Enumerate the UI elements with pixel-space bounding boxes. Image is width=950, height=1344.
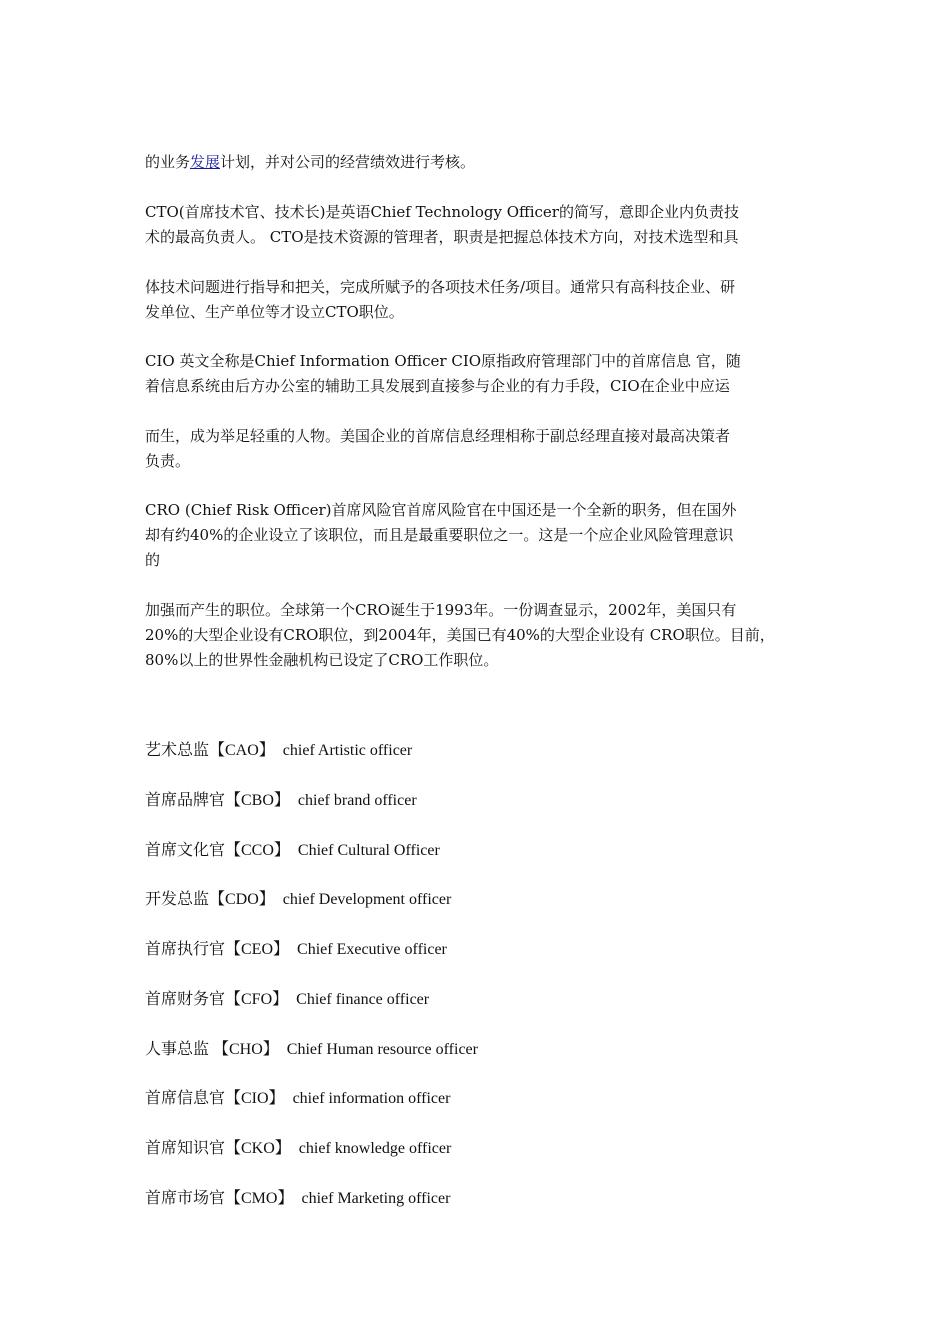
text-line: 80%以上的世界性金融机构已设定了CRO工作职位。: [145, 651, 499, 669]
text-line: CIO 英文全称是Chief Information Officer CIO原指政府管理部门中的首席信息 官，随: [145, 352, 741, 370]
title-chinese: 艺术总监【CAO】: [145, 742, 275, 759]
text-line: 而生，成为举足轻重的人物。美国企业的首席信息经理相称于副总经理直接对最高决策者: [145, 427, 731, 445]
title-row-cbo: [145, 790, 417, 812]
text-line: 术的最高负责人。 CTO是技术资源的管理者，职责是把握总体技术方向，对技术选型和具: [145, 228, 739, 246]
title-row-cao: [145, 740, 412, 762]
paragraph-cro-continued: [145, 598, 810, 673]
title-chinese: 首席文化官【CCO】: [145, 842, 290, 859]
title-chinese: 首席信息官【CIO】: [145, 1090, 285, 1107]
text-line: 却有约40%的企业设立了该职位，而且是最重要职位之一。这是一个应企业风险管理意识: [145, 526, 734, 544]
paragraph-business-plan: [145, 150, 810, 175]
paragraph-cto: [145, 200, 810, 250]
title-chinese: 首席品牌官【CBO】: [145, 792, 290, 809]
title-chinese: 首席知识官【CKO】: [145, 1140, 291, 1157]
title-english: chief Marketing officer: [301, 1190, 451, 1207]
title-chinese: 开发总监【CDO】: [145, 891, 275, 908]
development-link[interactable]: 发展: [190, 153, 221, 171]
paragraph-cro: [145, 498, 810, 573]
text-line: 的: [145, 551, 161, 569]
title-row-cio: [145, 1088, 450, 1110]
title-row-cmo: [145, 1188, 450, 1210]
paragraph-cto-continued: [145, 275, 810, 325]
title-english: Chief Executive officer: [297, 941, 447, 958]
text-line: 着信息系统由后方办公室的辅助工具发展到直接参与企业的有力手段，CIO在企业中应运: [145, 377, 730, 395]
text-line: 加强而产生的职位。全球第一个CRO诞生于1993年。一份调查显示，2002年，美国只有: [145, 601, 737, 619]
text-line: CTO(首席技术官、技术长)是英语Chief Technology Officer的简写，意即企业内负责技: [145, 203, 739, 221]
title-row-cho: [145, 1039, 478, 1061]
title-row-cfo: [145, 989, 429, 1011]
text-line: 负责。: [145, 452, 191, 470]
text-fragment: 的业务: [145, 153, 191, 171]
title-chinese: 首席财务官【CFO】: [145, 991, 289, 1008]
title-english: chief brand officer: [297, 792, 417, 809]
title-english: Chief Human resource officer: [286, 1041, 478, 1058]
title-row-cco: [145, 840, 440, 862]
text-line: 发单位、生产单位等才设立CTO职位。: [145, 303, 404, 321]
title-chinese: 首席市场官【CMO】: [145, 1190, 294, 1207]
title-row-cdo: [145, 889, 451, 911]
title-english: chief information officer: [292, 1090, 451, 1107]
title-english: chief Development officer: [282, 891, 452, 908]
title-chinese: 人事总监 【CHO】: [145, 1041, 279, 1058]
text-line: 体技术问题进行指导和把关，完成所赋予的各项技术任务/项目。通常只有高科技企业、研: [145, 278, 736, 296]
text-fragment: 计划，并对公司的经营绩效进行考核。: [220, 153, 476, 171]
title-english: Chief finance officer: [296, 991, 430, 1008]
title-english: chief Artistic officer: [282, 742, 413, 759]
paragraph-cio: [145, 349, 810, 399]
title-english: Chief Cultural Officer: [297, 842, 440, 859]
text-line: 20%的大型企业设有CRO职位，到2004年，美国已有40%的大型企业设有 CRO职位。目前，: [145, 626, 775, 644]
title-row-ceo: [145, 939, 447, 961]
paragraph-cio-continued: [145, 424, 810, 474]
text-line: CRO (Chief Risk Officer)首席风险官首席风险官在中国还是一个全新的职务，但在国外: [145, 501, 737, 519]
title-english: chief knowledge officer: [298, 1140, 452, 1157]
title-chinese: 首席执行官【CEO】: [145, 941, 290, 958]
title-row-cko: [145, 1138, 451, 1160]
